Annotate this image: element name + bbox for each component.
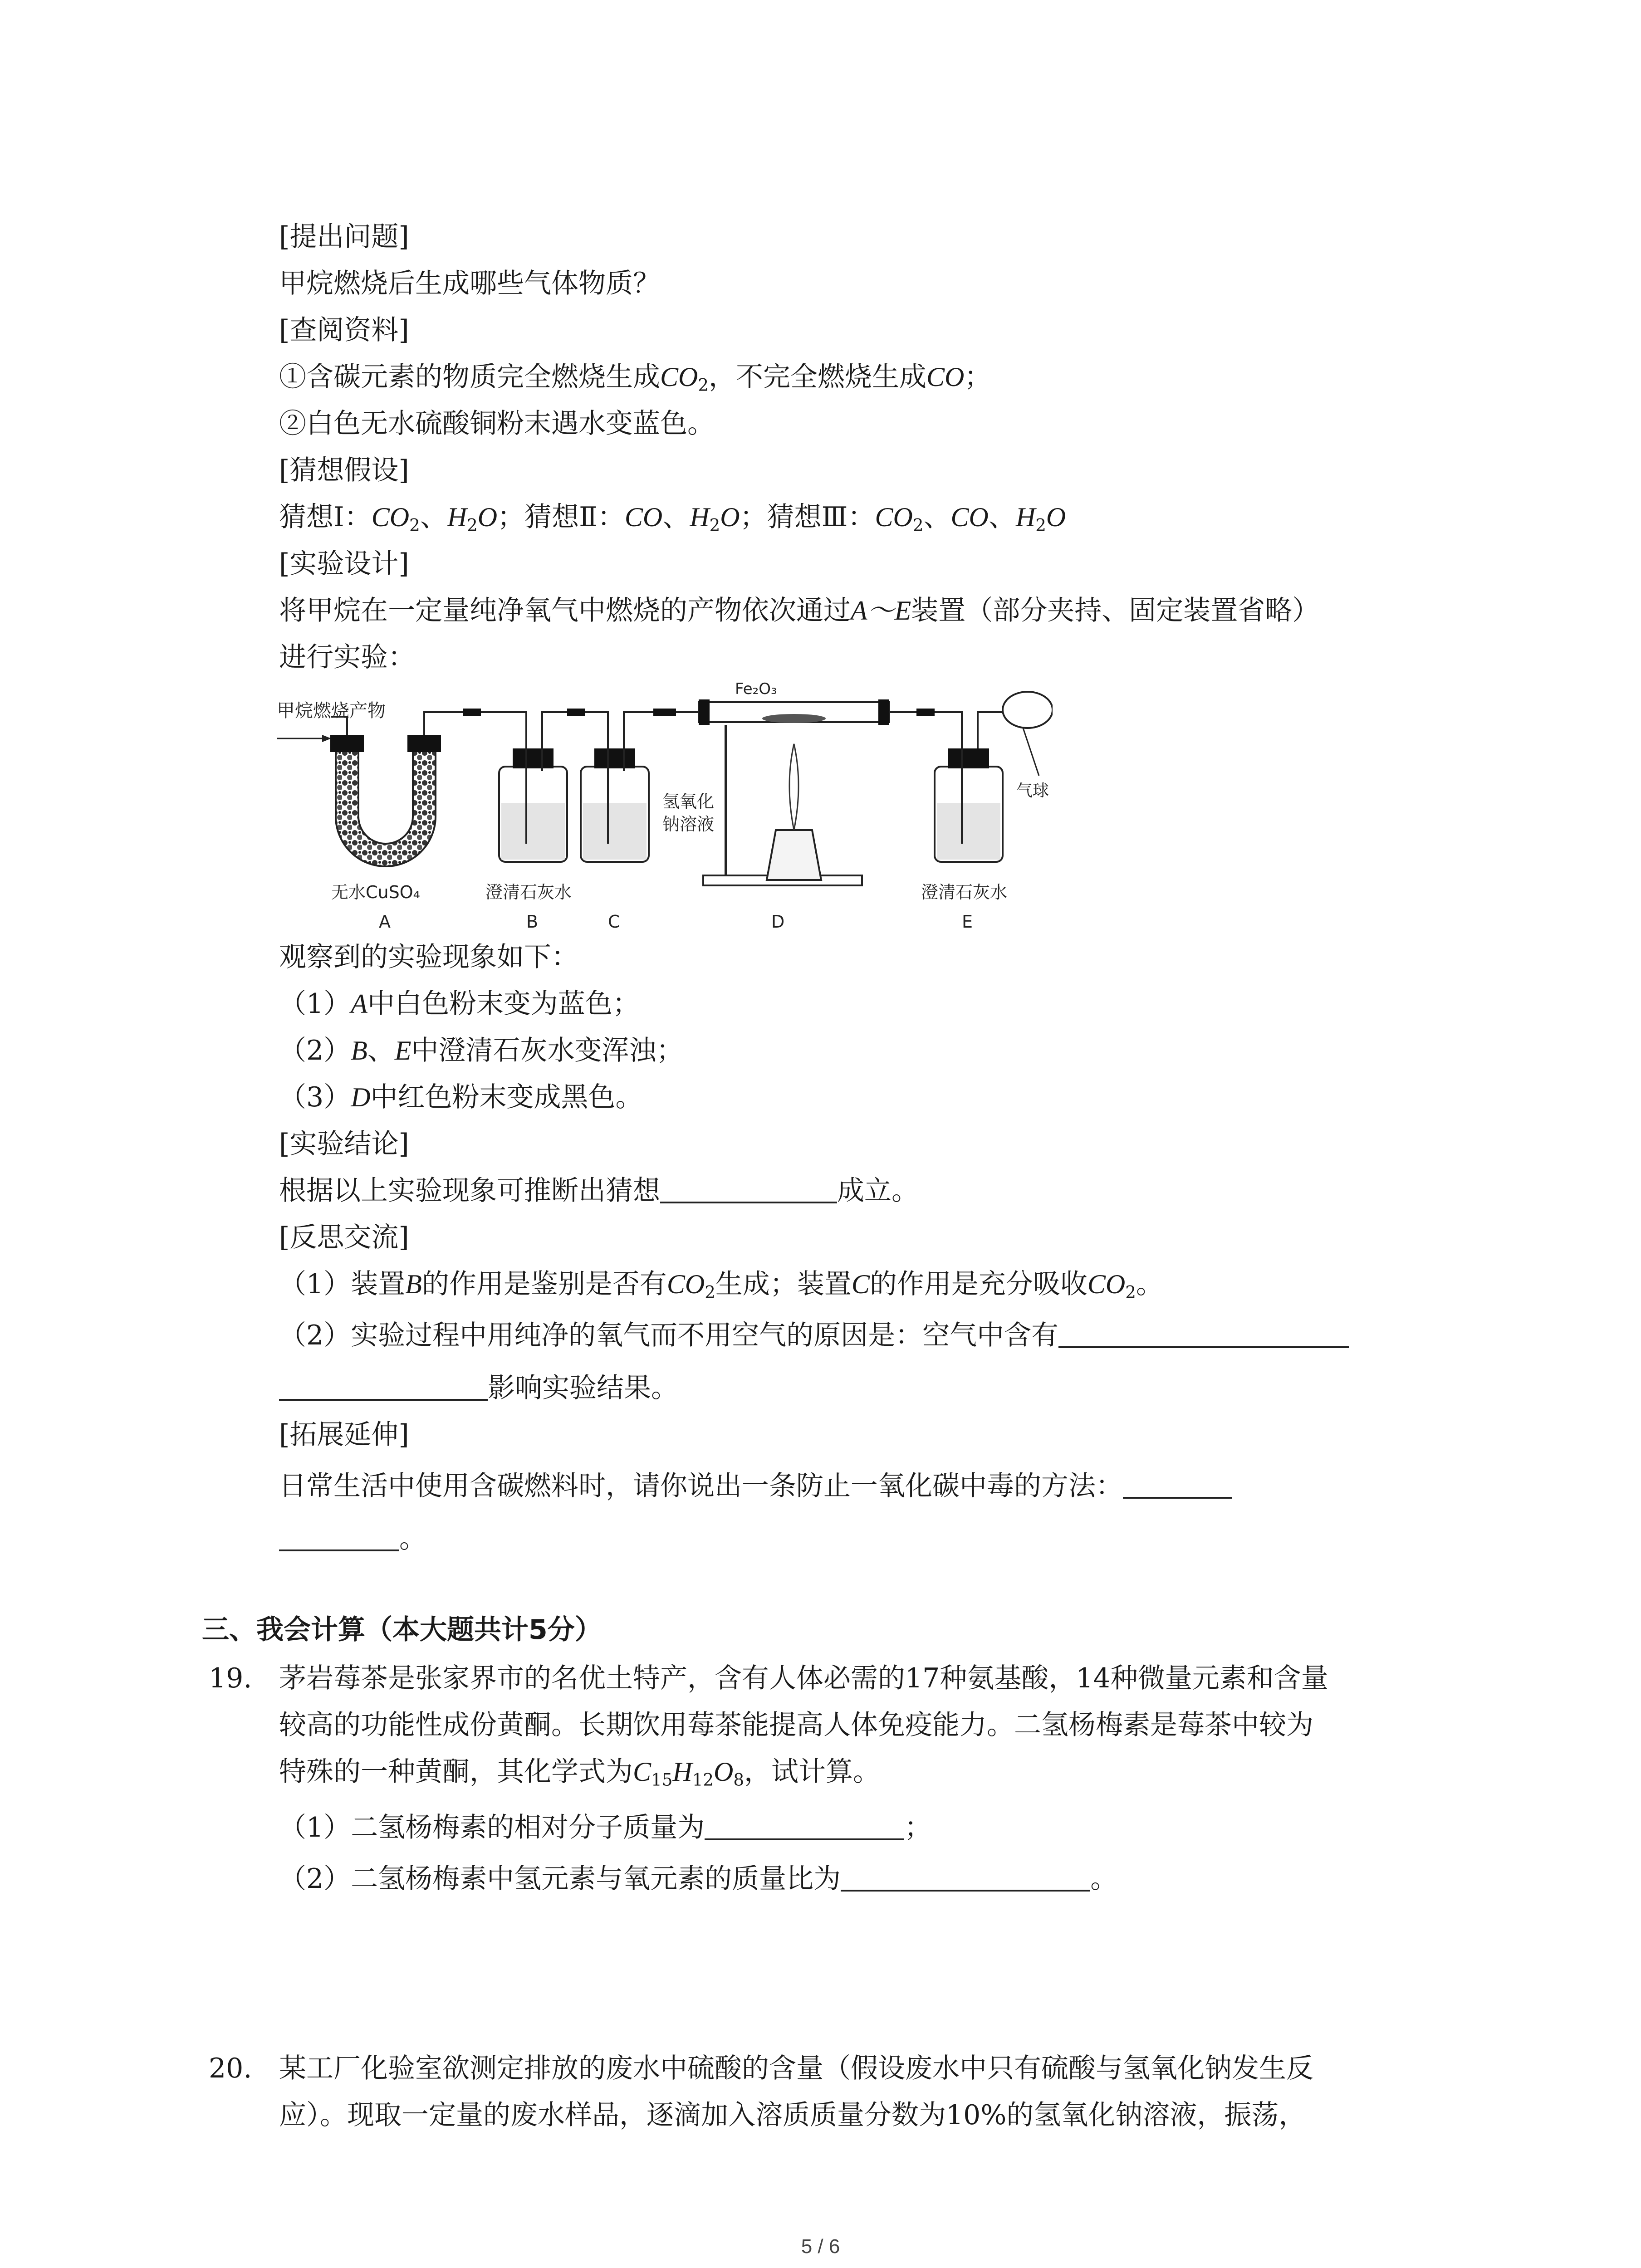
conclusion-blank[interactable]	[660, 1175, 837, 1203]
label-naoh-2: 钠溶液	[662, 814, 715, 834]
reflect-line-3: 影响实验结果。	[279, 1370, 678, 1406]
formula: $C_{15}H_{12}O_8$	[633, 1757, 745, 1790]
letter-a: A	[379, 912, 391, 932]
q19-blank-1[interactable]	[705, 1812, 904, 1840]
q20-line-1: 某工厂化验室欲测定排放的废水中硫酸的含量（假设废水中只有硫酸与氢氧化钠发生反	[279, 2053, 1313, 2084]
letter-d: D	[771, 912, 785, 932]
section-design: [实验设计]	[279, 548, 409, 580]
label-input: 甲烷燃烧产物	[277, 700, 386, 721]
section-reflect: [反思交流]	[279, 1222, 409, 1253]
section-propose: [提出问题]	[279, 221, 409, 253]
q19-line-2: 较高的功能性成份黄酮。长期饮用莓茶能提高人体免疫能力。二氢杨梅素是莓茶中较为	[279, 1709, 1313, 1741]
section-guess: [猜想假设]	[279, 455, 409, 486]
u-tube	[336, 748, 436, 866]
section-conclusion: [实验结论]	[279, 1128, 409, 1160]
observation-3: （3）D中红色粉末变成黑色。	[279, 1081, 643, 1113]
letter-c: C	[608, 912, 620, 932]
letter-b: B	[526, 912, 539, 932]
page-number: 5 / 6	[801, 2235, 840, 2258]
observation-1: （1）A中白色粉末变为蓝色；	[279, 988, 640, 1020]
q19-blank-2[interactable]	[841, 1863, 1090, 1892]
design-line-2: 进行实验：	[279, 641, 415, 673]
part3-heading: 三、我会计算（本大题共计5分）	[202, 1614, 602, 1646]
reflect-line-2: （2）实验过程中用纯净的氧气而不用空气的原因是：空气中含有	[279, 1317, 1349, 1354]
design-line-1: 将甲烷在一定量纯净氧气中燃烧的产物依次通过A～E装置（部分夹持、固定装置省略）	[279, 595, 1320, 626]
u-tube-stopper-right	[407, 735, 441, 752]
combustion-tube-d	[699, 699, 962, 885]
extend-line-1: 日常生活中使用含碳燃料时，请你说出一条防止一氧化碳中毒的方法：	[279, 1468, 1232, 1504]
section-consult: [查阅资料]	[279, 314, 409, 346]
q19-number: 19.	[209, 1662, 252, 1694]
extend-blank-1[interactable]	[1123, 1471, 1232, 1499]
observe-text: 观察到的实验现象如下：	[279, 941, 578, 973]
reflect-blank-1[interactable]	[1058, 1320, 1349, 1348]
q19-sub-1: （1）二氢杨梅素的相对分子质量为 ；	[279, 1812, 932, 1843]
observation-2: （2）B、E中澄清石灰水变浑浊；	[279, 1035, 684, 1066]
extend-blank-2[interactable]	[279, 1523, 399, 1551]
reflect-blank-2[interactable]	[279, 1373, 488, 1401]
info-line-1: ①含碳元素的物质完全燃烧生成$CO_2$，不完全燃烧生成CO；	[279, 361, 992, 395]
q19-line-3: 特殊的一种黄酮，其化学式为$C_{15}H_{12}O_8$，试计算。	[279, 1756, 881, 1790]
label-lime-b: 澄清石灰水	[485, 882, 572, 902]
bottle-e	[935, 712, 1003, 862]
extend-line-2: 。	[279, 1520, 426, 1557]
question-text: 甲烷燃烧后生成哪些气体物质？	[279, 268, 660, 299]
input-arrow-head	[322, 735, 331, 742]
letter-e: E	[962, 912, 973, 932]
u-tube-stopper-left	[330, 735, 364, 752]
apparatus-figure	[272, 680, 1053, 934]
label-cuso4: 无水CuSO₄	[331, 882, 420, 902]
q19-line-1: 茅岩莓茶是张家界市的名优土特产，含有人体必需的17种氨基酸，14种微量元素和含量	[279, 1662, 1328, 1694]
label-naoh-1: 氢氧化	[662, 792, 715, 811]
label-lime-e: 澄清石灰水	[921, 882, 1008, 902]
q19-sub-2: （2）二氢杨梅素中氢元素与氧元素的质量比为 。	[279, 1863, 1118, 1895]
reflect-line-1: （1）装置B的作用是鉴别是否有$CO_2$生成；装置C的作用是充分吸收$CO_2$。	[279, 1268, 1163, 1302]
label-balloon: 气球	[1016, 782, 1049, 800]
q20-number: 20.	[209, 2053, 252, 2084]
section-extend: [拓展延伸]	[279, 1419, 409, 1451]
info-line-2: ②白色无水硫酸铜粉末遇水变蓝色。	[279, 408, 715, 440]
guess-line: 猜想Ⅰ：$CO_2$、$H_2O$；猜想Ⅱ：CO、$H_2O$；猜想Ⅲ：$CO_2$、CO、$H_2O$	[279, 501, 1066, 535]
conclusion-line: 根据以上实验现象可推断出猜想 成立。	[279, 1175, 919, 1207]
label-fe2o3: Fe₂O₃	[735, 680, 777, 698]
bottle-c	[581, 709, 699, 862]
balloon	[1003, 692, 1053, 728]
q20-line-2: 应）。现取一定量的废水样品，逐滴加入溶质质量分数为10%的氢氧化钠溶液，振荡，	[279, 2099, 1306, 2131]
